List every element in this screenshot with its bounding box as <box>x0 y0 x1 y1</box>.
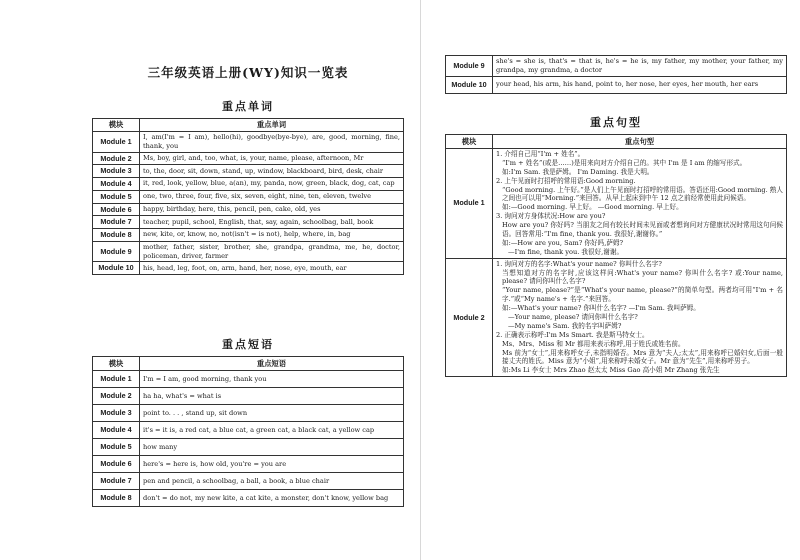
table-row <box>93 228 404 241</box>
col-content-header: 重点句型 <box>493 135 787 149</box>
table-row <box>93 131 404 152</box>
module-cell: Module 8 <box>93 228 140 241</box>
table-row <box>93 490 404 507</box>
table-row <box>93 203 404 216</box>
sentence-line: 3. 询问对方身体状况:How are you? <box>496 212 606 221</box>
phrases-table <box>92 356 404 507</box>
module-cell: Module 9 <box>93 241 140 262</box>
content-cell: new, kite, or, know, no, not(isn't = is not), help, where, in, bag <box>140 228 404 241</box>
col-content-header: 重点短语 <box>140 357 404 371</box>
document-title: 三年级英语上册(WY)知识一览表 <box>147 65 349 80</box>
content-cell: teacher, pupil, school, English, that, say, again, schoolbag, ball, book <box>140 216 404 229</box>
sentence-line: 如:—What's your name? 你叫什么名字? —I'm Sam. 我叫萨姆。 <box>502 304 700 313</box>
module-cell: Module 4 <box>93 178 140 191</box>
sentence-line: Ms 前为“女士”,用来称呼女子,未指明婚否。Mrs 意为“夫人;太太”,用来称呼已婚妇女,后面一般接丈夫的姓氏。Miss 意为“小姐”,用来称呼未婚女子。Mr 意为“先生”,用来称呼男子。 <box>502 348 783 366</box>
page-divider <box>420 0 421 560</box>
sentence-line: 1. 询问对方的名字:What's your name? 你叫什么名字? <box>496 259 662 268</box>
content-cell: pen and pencil, a schoolbag, a ball, a book, a blue chair <box>140 473 404 490</box>
phrases-continued-table <box>445 55 787 94</box>
table-row <box>93 152 404 165</box>
sentence-line: Ms、Mrs、Miss 和 Mr 都用来表示称呼,用于姓氏或姓名前。 <box>502 339 685 348</box>
sentence-line: How are you? 你好吗? 当朋友之间有较长时间未见面或者想询问对方健康状况时常用这句问候语。回答常用:“I'm fine, thank you. 我很好,谢谢你。” <box>502 221 783 239</box>
table-row <box>446 76 787 93</box>
sentence-line: 当想知道对方的名字时,应该这样问:What's your name? 你叫什么名字? 或:Your name, please? 请问你叫什么名字? <box>502 268 783 286</box>
module-cell: Module 5 <box>93 439 140 456</box>
content-cell: point to. . . , stand up, sit down <box>140 405 404 422</box>
table-row <box>93 422 404 439</box>
table-row <box>93 216 404 229</box>
module-cell: Module 9 <box>446 56 493 77</box>
table-row <box>93 388 404 405</box>
table-row <box>93 405 404 422</box>
sentence-line: “Your name, please?”是“What's your name, please?”的简单句型。两者均可用“I'm + 名字.”或“My name's + 名字.”来回答。 <box>502 286 783 304</box>
table-row <box>93 241 404 262</box>
module-cell: Module 8 <box>93 490 140 507</box>
content-cell: it's = it is, a red cat, a blue cat, a green cat, a black cat, a yellow cap <box>140 422 404 439</box>
module-cell: Module 10 <box>93 262 140 275</box>
module-cell: Module 6 <box>93 203 140 216</box>
content-cell: she's = she is, that's = that is, he's = he is, my father, my mother, your father, my grandpa, my grandma, a doctor <box>493 56 787 77</box>
content-cell: mother, father, sister, brother, she, grandpa, grandma, me, he, doctor, policeman, driver, farmer <box>140 241 404 262</box>
sentence-line: —I'm fine, thank you. 我很好,谢谢。 <box>508 247 624 256</box>
content-cell: one, two, three, four, five, six, seven, eight, nine, ten, eleven, twelve <box>140 190 404 203</box>
words-heading: 重点单词 <box>222 100 274 113</box>
sentence-cell <box>493 258 787 377</box>
sentence-line: —My name's Sam. 我的名字叫萨姆? <box>508 321 622 330</box>
sentence-line: 如:I'm Sam. 我是萨姆。 I'm Daming. 我是大明。 <box>502 167 654 176</box>
sentence-line: 1. 介绍自己用“I'm + 姓名”。 <box>496 150 585 158</box>
sentence-cell <box>493 149 787 259</box>
module-cell: Module 7 <box>93 473 140 490</box>
module-cell: Module 7 <box>93 216 140 229</box>
module-cell: Module 3 <box>93 165 140 178</box>
table-row <box>93 371 404 388</box>
content-cell: I, am(I'm = I am), hello(hi), goodbye(bye-bye), are, good, morning, fine, thank, you <box>140 131 404 152</box>
table-row <box>93 178 404 191</box>
content-cell: don't = do not, my new kite, a cat kite, a monster, don't know, yellow bag <box>140 490 404 507</box>
sentences-table <box>445 134 787 377</box>
sentences-heading: 重点句型 <box>590 116 642 129</box>
content-cell: happy, birthday, here, this, pencil, pen, cake, old, yes <box>140 203 404 216</box>
module-cell: Module 3 <box>93 405 140 422</box>
sentence-line: “I'm + 姓名”(或是……)是用来向对方介绍自己的。其中 I'm 是 I am 的缩写形式。 <box>502 158 747 167</box>
table-row <box>93 473 404 490</box>
sentence-line: 如:—Good morning. 早上好。 —Good morning. 早上好。 <box>502 203 683 212</box>
module-cell: Module 4 <box>93 422 140 439</box>
content-cell: his, head, leg, foot, on, arm, hand, her, nose, eye, mouth, ear <box>140 262 404 275</box>
col-content-header: 重点单词 <box>140 119 404 132</box>
phrases-heading: 重点短语 <box>222 338 274 351</box>
sentence-line: 2. 上午见面时打招呼的常用语:Good morning. <box>496 176 636 185</box>
col-module-header: 模块 <box>93 119 140 132</box>
table-row <box>446 258 787 377</box>
table-row <box>93 262 404 275</box>
table-row <box>93 456 404 473</box>
col-module-header: 模块 <box>93 357 140 371</box>
content-cell: ha ha, what's = what is <box>140 388 404 405</box>
content-cell: your head, his arm, his hand, point to, her nose, her eyes, her mouth, her ears <box>493 76 787 93</box>
module-cell: Module 10 <box>446 76 493 93</box>
words-table <box>92 118 404 275</box>
module-cell: Module 1 <box>446 149 493 259</box>
content-cell: here's = here is, how old, you're = you are <box>140 456 404 473</box>
col-module-header: 模块 <box>446 135 493 149</box>
module-cell: Module 2 <box>446 258 493 377</box>
table-row <box>93 190 404 203</box>
content-cell: to, the, door, sit, down, stand, up, window, blackboard, bird, desk, chair <box>140 165 404 178</box>
table-row <box>93 439 404 456</box>
module-cell: Module 5 <box>93 190 140 203</box>
module-cell: Module 1 <box>93 371 140 388</box>
sentence-line: —Your name, please? 请问你叫什么名字? <box>508 313 638 322</box>
sentence-line: 如:Ms Li 李女士 Mrs Zhao 赵太太 Miss Gao 高小姐 Mr Zhang 张先生 <box>502 366 720 375</box>
table-row <box>446 56 787 77</box>
module-cell: Module 2 <box>93 152 140 165</box>
content-cell: Ms, boy, girl, and, too, what, is, your, name, please, afternoon, Mr <box>140 152 404 165</box>
content-cell: I'm = I am, good morning, thank you <box>140 371 404 388</box>
module-cell: Module 2 <box>93 388 140 405</box>
sentence-line: 如:—How are you, Sam? 你好吗,萨姆? <box>502 238 624 247</box>
table-row <box>446 149 787 259</box>
module-cell: Module 1 <box>93 131 140 152</box>
table-row <box>93 165 404 178</box>
sentence-line: “Good morning. 上午好。”是人们上午见面时打招呼的常用语。答语还用:Good morning. 熟人之间也可以用“Morning.”来回答。从早上起床到中午 12 点之前经常使用此问候语。 <box>502 185 783 203</box>
sentence-line: 2. 正确表示称呼:I'm Ms Smart. 我是斯马特女士。 <box>496 330 649 339</box>
content-cell: it, red, look, yellow, blue, a(an), my, panda, now, green, black, dog, cat, cap <box>140 178 404 191</box>
module-cell: Module 6 <box>93 456 140 473</box>
content-cell: how many <box>140 439 404 456</box>
